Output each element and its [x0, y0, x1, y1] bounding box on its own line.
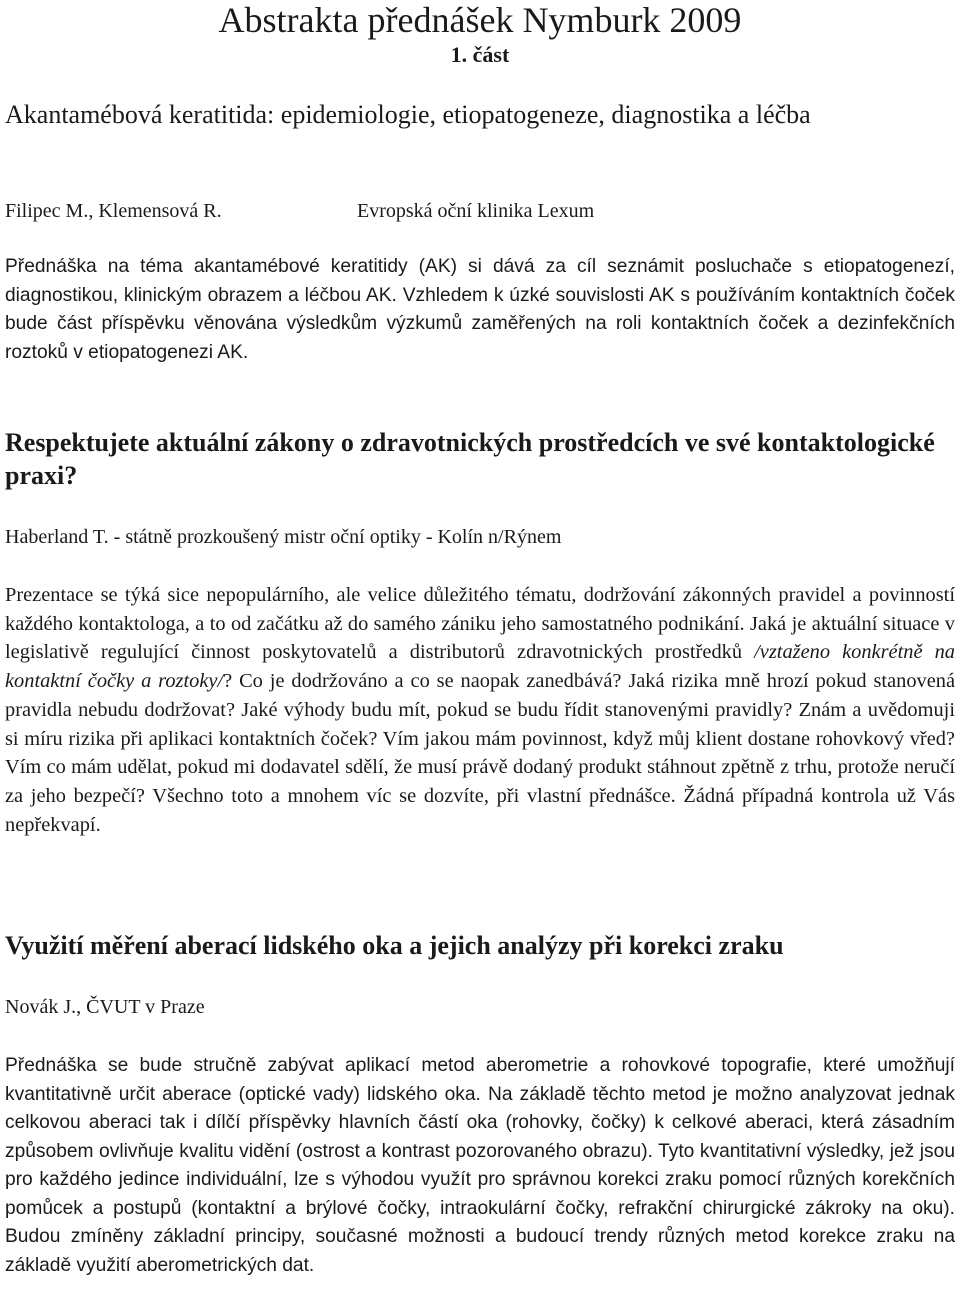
abstract-1-authors: Filipec M., Klemensová R.: [5, 200, 222, 222]
abstract-2-body: [5, 581, 955, 839]
abstract-3-body: Přednáška se bude stručně zabývat aplikací metod aberometrie a rohovkové topografie, které umožňují kvantitativně určit aberace (optické vady) lidského oka. Na základě těchto metod je možno analyzovat jednak celkovou aberaci tak i dílčí příspěvky hlavních částí oka (rohovky, čočky) k celkové aberaci, která zásadním způsobem ovlivňuje kvalitu vidění (ostrost a kontrast pozorovaného obrazu). Tyto kvantitativní výsledky, jež jsou pro každého jedince individuální, lze s výhodou využít pro správnou korekci zraku pomocí různých korekčních pomůcek a postupů (kontaktní a brýlové čočky, intraokulární čočky, refrakční chirurgické zákroky na oku). Budou zmíněny základní principy, současné možnosti a budoucí trendy různých metod korekce zraku na základě využití aberometrických dat.: [5, 1055, 955, 1276]
document-subtitle: 1. část: [450, 42, 510, 67]
abstract-2-author-line: Haberland T. - státně prozkoušený mistr oční optiky - Kolín n/Rýnem: [5, 526, 562, 548]
abstract-1-author-line: [5, 199, 955, 223]
abstract-3-author-line: Novák J., ČVUT v Praze: [5, 996, 205, 1018]
abstract-1-title: Akantamébová keratitida: epidemiologie, etiopatogeneze, diagnostika a léčba: [5, 100, 811, 129]
abstract-2-title: Respektujete aktuální zákony o zdravotnických prostředcích ve své kontaktologické praxi?: [5, 428, 935, 490]
abstract-1-affiliation: Evropská oční klinika Lexum: [357, 200, 595, 222]
abstract-1-body: Přednáška na téma akantamébové keratitidy (AK) si dává za cíl seznámit posluchače s etiopatogenezí, diagnostikou, klinickým obrazem a léčbou AK. Vzhledem k úzké souvislosti AK s používáním kontaktních čoček bude část příspěvku věnována výsledkům výzkumů zaměřených na roli kontaktních čoček a dezinfekčních roztoků v etiopatogenezi AK.: [5, 256, 955, 363]
abstract-2-body-italic: /vztaženo konkrétně na kontaktní čočky a roztoky/: [5, 641, 955, 693]
abstract-2-body-text: Prezentace se týká sice nepopulárního, ale velice důležitého tématu, dodržování zákonných pravidel a povinností každého kontaktologa, a to od začátku až do samého zániku jeho samostatného podnikání. Jaká je aktuální situace v legislativě regulující činnost poskytovatelů a distributorů zdravotnických prostředků: [5, 584, 955, 664]
abstract-3-title: Využití měření aberací lidského oka a jejich analýzy při korekci zraku: [5, 931, 784, 960]
abstract-2-body-text-rest: ? Co je dodržováno a co se naopak zanedbává? Jaká rizika mně hrozí pokud stanovená pravidla nebudu dodržovat? Jaké výhody budu mít, pokud se budu řídit stanovenými pravidly? Znám a uvědomuji si míru rizika při aplikaci kontaktních čoček? Vím jakou mám povinnost, když můj klient dostane rohovkový vřed? Vím co mám udělat, pokud mi dodavatel sdělí, že musí právě dodaný produkt stáhnout zpětně z trhu, protože neručí za jeho bezpečí? Všechno toto a mnohem víc se dozvíte, při vlastní přednášce. Žádná případná kontrola už Vás nepřekvapí.: [5, 670, 956, 836]
document-title: Abstrakta přednášek Nymburk 2009: [218, 0, 742, 40]
